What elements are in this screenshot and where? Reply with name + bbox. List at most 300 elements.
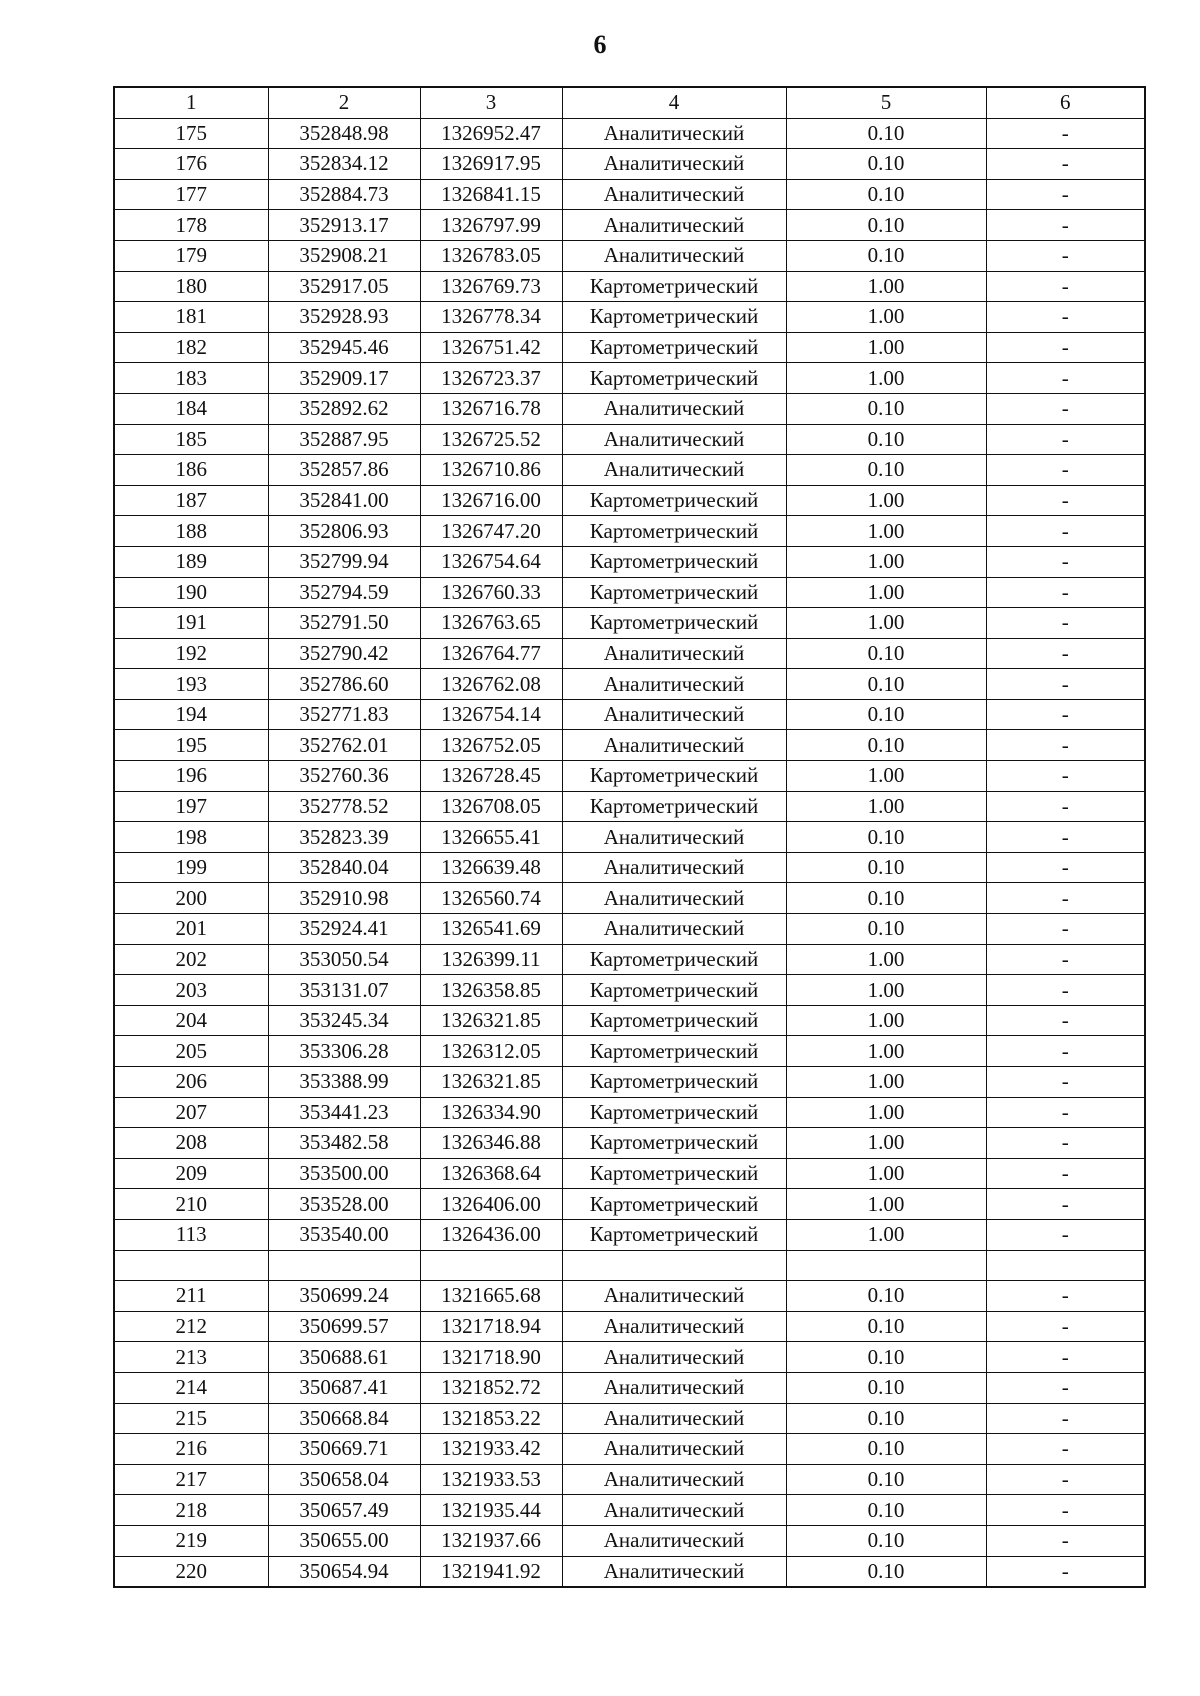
cell-x-coordinate: 352848.98 bbox=[268, 118, 420, 149]
cell-method: Картометрический bbox=[562, 1158, 786, 1189]
cell-x-coordinate: 353050.54 bbox=[268, 944, 420, 975]
cell-note: - bbox=[986, 516, 1145, 547]
cell-accuracy: 0.10 bbox=[786, 149, 986, 180]
table-row bbox=[114, 1128, 1145, 1159]
table-row bbox=[114, 852, 1145, 883]
cell-accuracy: 0.10 bbox=[786, 1434, 986, 1465]
table-row bbox=[114, 210, 1145, 241]
cell-x-coordinate: 352892.62 bbox=[268, 393, 420, 424]
table-row bbox=[114, 822, 1145, 853]
cell-y-coordinate: 1326723.37 bbox=[420, 363, 562, 394]
cell-method: Аналитический bbox=[562, 210, 786, 241]
cell-method: Аналитический bbox=[562, 1403, 786, 1434]
header-col-5: 5 bbox=[786, 87, 986, 118]
cell-note: - bbox=[986, 1525, 1145, 1556]
cell-y-coordinate: 1326346.88 bbox=[420, 1128, 562, 1159]
cell-note: - bbox=[986, 1189, 1145, 1220]
cell-accuracy: 1.00 bbox=[786, 546, 986, 577]
cell-y-coordinate: 1326783.05 bbox=[420, 240, 562, 271]
header-col-2: 2 bbox=[268, 87, 420, 118]
cell-point-number: 190 bbox=[114, 577, 268, 608]
cell-note: - bbox=[986, 210, 1145, 241]
cell-y-coordinate: 1326406.00 bbox=[420, 1189, 562, 1220]
table-body bbox=[114, 118, 1145, 1587]
cell-note: - bbox=[986, 302, 1145, 333]
cell-x-coordinate: 352887.95 bbox=[268, 424, 420, 455]
cell-x-coordinate: 350669.71 bbox=[268, 1434, 420, 1465]
table-row bbox=[114, 240, 1145, 271]
cell-method: Картометрический bbox=[562, 485, 786, 516]
cell-x-coordinate: 350699.57 bbox=[268, 1311, 420, 1342]
cell-method: Картометрический bbox=[562, 975, 786, 1006]
cell-y-coordinate: 1326708.05 bbox=[420, 791, 562, 822]
cell-method: Картометрический bbox=[562, 791, 786, 822]
table-row bbox=[114, 1525, 1145, 1556]
cell-point-number: 175 bbox=[114, 118, 268, 149]
cell-note: - bbox=[986, 1128, 1145, 1159]
cell-point-number: 202 bbox=[114, 944, 268, 975]
cell-point-number: 183 bbox=[114, 363, 268, 394]
cell-method: Картометрический bbox=[562, 944, 786, 975]
cell-x-coordinate: 350668.84 bbox=[268, 1403, 420, 1434]
cell-note: - bbox=[986, 455, 1145, 486]
header-col-6: 6 bbox=[986, 87, 1145, 118]
cell-note: - bbox=[986, 179, 1145, 210]
cell-note: - bbox=[986, 1097, 1145, 1128]
cell-y-coordinate: 1326560.74 bbox=[420, 883, 562, 914]
cell-accuracy: 0.10 bbox=[786, 393, 986, 424]
table-row bbox=[114, 669, 1145, 700]
cell-x-coordinate: 353388.99 bbox=[268, 1067, 420, 1098]
cell-point-number: 195 bbox=[114, 730, 268, 761]
cell-x-coordinate: 353441.23 bbox=[268, 1097, 420, 1128]
table-row bbox=[114, 455, 1145, 486]
cell-y-coordinate: 1326716.78 bbox=[420, 393, 562, 424]
cell-note: - bbox=[986, 363, 1145, 394]
cell-point-number: 177 bbox=[114, 179, 268, 210]
cell-y-coordinate: 1326754.64 bbox=[420, 546, 562, 577]
cell-y-coordinate: 1321852.72 bbox=[420, 1372, 562, 1403]
cell-x-coordinate: 353131.07 bbox=[268, 975, 420, 1006]
cell-x-coordinate: 352799.94 bbox=[268, 546, 420, 577]
cell-x-coordinate: 353540.00 bbox=[268, 1219, 420, 1250]
cell-y-coordinate: 1326321.85 bbox=[420, 1005, 562, 1036]
cell-y-coordinate: 1326321.85 bbox=[420, 1067, 562, 1098]
cell-method: Картометрический bbox=[562, 363, 786, 394]
cell-x-coordinate: 352771.83 bbox=[268, 699, 420, 730]
cell-method: Картометрический bbox=[562, 761, 786, 792]
table-row bbox=[114, 1434, 1145, 1465]
cell-y-coordinate: 1321941.92 bbox=[420, 1556, 562, 1587]
cell-x-coordinate: 352909.17 bbox=[268, 363, 420, 394]
cell-x-coordinate: 353482.58 bbox=[268, 1128, 420, 1159]
cell-accuracy: 0.10 bbox=[786, 914, 986, 945]
cell-accuracy: 1.00 bbox=[786, 975, 986, 1006]
cell-accuracy: 1.00 bbox=[786, 1067, 986, 1098]
cell-note: - bbox=[986, 1158, 1145, 1189]
cell-note: - bbox=[986, 393, 1145, 424]
cell-note: - bbox=[986, 149, 1145, 180]
table-row bbox=[114, 1189, 1145, 1220]
table-row bbox=[114, 118, 1145, 149]
table-header bbox=[114, 87, 1145, 118]
cell-y-coordinate: 1321665.68 bbox=[420, 1281, 562, 1312]
table-row bbox=[114, 975, 1145, 1006]
cell-method: Аналитический bbox=[562, 638, 786, 669]
cell-point-number: 217 bbox=[114, 1464, 268, 1495]
cell-method: Аналитический bbox=[562, 914, 786, 945]
cell-accuracy: 1.00 bbox=[786, 1219, 986, 1250]
cell-accuracy: 1.00 bbox=[786, 1005, 986, 1036]
cell-y-coordinate: 1321937.66 bbox=[420, 1525, 562, 1556]
cell-point-number: 220 bbox=[114, 1556, 268, 1587]
cell-method: Аналитический bbox=[562, 240, 786, 271]
cell-x-coordinate: 352840.04 bbox=[268, 852, 420, 883]
cell-y-coordinate: 1326760.33 bbox=[420, 577, 562, 608]
cell-point-number: 208 bbox=[114, 1128, 268, 1159]
cell-accuracy: 1.00 bbox=[786, 761, 986, 792]
cell-note: - bbox=[986, 699, 1145, 730]
table-row bbox=[114, 1372, 1145, 1403]
cell-x-coordinate: 352794.59 bbox=[268, 577, 420, 608]
cell-method: Картометрический bbox=[562, 1005, 786, 1036]
cell-note: - bbox=[986, 730, 1145, 761]
cell-note: - bbox=[986, 1403, 1145, 1434]
cell-point-number: 215 bbox=[114, 1403, 268, 1434]
cell-point-number: 219 bbox=[114, 1525, 268, 1556]
cell-point-number: 204 bbox=[114, 1005, 268, 1036]
cell-note: - bbox=[986, 271, 1145, 302]
cell-accuracy: 1.00 bbox=[786, 332, 986, 363]
cell-x-coordinate: 350687.41 bbox=[268, 1372, 420, 1403]
cell-point-number: 203 bbox=[114, 975, 268, 1006]
cell-method: Аналитический bbox=[562, 118, 786, 149]
cell-y-coordinate: 1326763.65 bbox=[420, 608, 562, 639]
cell-note: - bbox=[986, 638, 1145, 669]
cell-note: - bbox=[986, 546, 1145, 577]
cell-accuracy: 0.10 bbox=[786, 1281, 986, 1312]
cell-note: - bbox=[986, 1372, 1145, 1403]
table-row bbox=[114, 638, 1145, 669]
table-row bbox=[114, 577, 1145, 608]
cell-y-coordinate: 1326541.69 bbox=[420, 914, 562, 945]
cell-x-coordinate: 352806.93 bbox=[268, 516, 420, 547]
cell-method: Аналитический bbox=[562, 1525, 786, 1556]
cell-accuracy: 0.10 bbox=[786, 883, 986, 914]
table-row bbox=[114, 1556, 1145, 1587]
cell-x-coordinate: 350688.61 bbox=[268, 1342, 420, 1373]
header-col-1: 1 bbox=[114, 87, 268, 118]
cell-accuracy: 0.10 bbox=[786, 424, 986, 455]
cell-method: Картометрический bbox=[562, 1189, 786, 1220]
cell-y-coordinate: 1326368.64 bbox=[420, 1158, 562, 1189]
cell-note: - bbox=[986, 1464, 1145, 1495]
cell-method: Аналитический bbox=[562, 393, 786, 424]
cell-accuracy: 0.10 bbox=[786, 1556, 986, 1587]
table-row bbox=[114, 149, 1145, 180]
table-row bbox=[114, 363, 1145, 394]
cell-accuracy: 0.10 bbox=[786, 1525, 986, 1556]
cell-point-number: 176 bbox=[114, 149, 268, 180]
cell-y-coordinate: 1326797.99 bbox=[420, 210, 562, 241]
cell-point-number: 197 bbox=[114, 791, 268, 822]
cell-method: Картометрический bbox=[562, 332, 786, 363]
cell-y-coordinate: 1326312.05 bbox=[420, 1036, 562, 1067]
table-row bbox=[114, 302, 1145, 333]
table-row bbox=[114, 179, 1145, 210]
cell-x-coordinate: 352791.50 bbox=[268, 608, 420, 639]
cell-y-coordinate: 1321935.44 bbox=[420, 1495, 562, 1526]
cell-y-coordinate: 1326778.34 bbox=[420, 302, 562, 333]
cell-point-number: 188 bbox=[114, 516, 268, 547]
cell-note: - bbox=[986, 914, 1145, 945]
cell-method: Картометрический bbox=[562, 546, 786, 577]
table-row bbox=[114, 1495, 1145, 1526]
cell-x-coordinate: 352913.17 bbox=[268, 210, 420, 241]
cell-accuracy: 0.10 bbox=[786, 1495, 986, 1526]
cell-method: Аналитический bbox=[562, 852, 786, 883]
cell-point-number: 218 bbox=[114, 1495, 268, 1526]
cell-point-number: 182 bbox=[114, 332, 268, 363]
cell-accuracy: 0.10 bbox=[786, 240, 986, 271]
cell-method: Аналитический bbox=[562, 1281, 786, 1312]
cell-method bbox=[562, 1250, 786, 1281]
cell-point-number: 185 bbox=[114, 424, 268, 455]
cell-accuracy: 0.10 bbox=[786, 179, 986, 210]
cell-method: Аналитический bbox=[562, 1464, 786, 1495]
table-row bbox=[114, 1281, 1145, 1312]
cell-note: - bbox=[986, 332, 1145, 363]
cell-x-coordinate: 353500.00 bbox=[268, 1158, 420, 1189]
cell-point-number: 212 bbox=[114, 1311, 268, 1342]
cell-point-number: 201 bbox=[114, 914, 268, 945]
cell-point-number: 192 bbox=[114, 638, 268, 669]
cell-note: - bbox=[986, 975, 1145, 1006]
cell-accuracy: 0.10 bbox=[786, 638, 986, 669]
cell-method: Аналитический bbox=[562, 730, 786, 761]
cell-point-number: 206 bbox=[114, 1067, 268, 1098]
cell-y-coordinate: 1321933.53 bbox=[420, 1464, 562, 1495]
cell-y-coordinate: 1326952.47 bbox=[420, 118, 562, 149]
cell-point-number: 209 bbox=[114, 1158, 268, 1189]
cell-method: Картометрический bbox=[562, 1097, 786, 1128]
cell-accuracy: 1.00 bbox=[786, 485, 986, 516]
cell-point-number: 181 bbox=[114, 302, 268, 333]
cell-x-coordinate: 352945.46 bbox=[268, 332, 420, 363]
cell-method: Картометрический bbox=[562, 1219, 786, 1250]
cell-point-number: 191 bbox=[114, 608, 268, 639]
table-row bbox=[114, 761, 1145, 792]
cell-y-coordinate: 1326334.90 bbox=[420, 1097, 562, 1128]
table-row bbox=[114, 1097, 1145, 1128]
cell-y-coordinate: 1326754.14 bbox=[420, 699, 562, 730]
cell-note: - bbox=[986, 118, 1145, 149]
cell-x-coordinate: 350657.49 bbox=[268, 1495, 420, 1526]
cell-x-coordinate: 352762.01 bbox=[268, 730, 420, 761]
cell-point-number: 216 bbox=[114, 1434, 268, 1465]
header-col-3: 3 bbox=[420, 87, 562, 118]
cell-method: Картометрический bbox=[562, 271, 786, 302]
cell-accuracy: 1.00 bbox=[786, 271, 986, 302]
cell-x-coordinate: 352884.73 bbox=[268, 179, 420, 210]
cell-y-coordinate: 1326728.45 bbox=[420, 761, 562, 792]
cell-accuracy: 1.00 bbox=[786, 302, 986, 333]
cell-note: - bbox=[986, 1281, 1145, 1312]
cell-method: Аналитический bbox=[562, 1495, 786, 1526]
table-row bbox=[114, 1005, 1145, 1036]
table-row bbox=[114, 608, 1145, 639]
cell-y-coordinate: 1321933.42 bbox=[420, 1434, 562, 1465]
table-row bbox=[114, 1311, 1145, 1342]
cell-accuracy: 1.00 bbox=[786, 1128, 986, 1159]
cell-point-number: 178 bbox=[114, 210, 268, 241]
table-row bbox=[114, 791, 1145, 822]
table-row bbox=[114, 546, 1145, 577]
cell-accuracy: 0.10 bbox=[786, 1342, 986, 1373]
cell-x-coordinate: 352790.42 bbox=[268, 638, 420, 669]
cell-x-coordinate bbox=[268, 1250, 420, 1281]
cell-accuracy: 1.00 bbox=[786, 791, 986, 822]
cell-point-number: 210 bbox=[114, 1189, 268, 1220]
cell-accuracy: 0.10 bbox=[786, 455, 986, 486]
cell-accuracy: 0.10 bbox=[786, 210, 986, 241]
cell-x-coordinate: 353306.28 bbox=[268, 1036, 420, 1067]
cell-accuracy: 1.00 bbox=[786, 1158, 986, 1189]
cell-accuracy: 1.00 bbox=[786, 944, 986, 975]
cell-note bbox=[986, 1250, 1145, 1281]
cell-accuracy: 1.00 bbox=[786, 516, 986, 547]
cell-accuracy: 0.10 bbox=[786, 669, 986, 700]
cell-accuracy: 1.00 bbox=[786, 577, 986, 608]
cell-accuracy: 1.00 bbox=[786, 1189, 986, 1220]
cell-method: Аналитический bbox=[562, 455, 786, 486]
cell-note: - bbox=[986, 1495, 1145, 1526]
cell-accuracy: 0.10 bbox=[786, 1311, 986, 1342]
cell-method: Аналитический bbox=[562, 179, 786, 210]
cell-x-coordinate: 352823.39 bbox=[268, 822, 420, 853]
cell-point-number: 113 bbox=[114, 1219, 268, 1250]
table-row bbox=[114, 332, 1145, 363]
cell-accuracy: 0.10 bbox=[786, 822, 986, 853]
table-row bbox=[114, 1250, 1145, 1281]
cell-x-coordinate: 350655.00 bbox=[268, 1525, 420, 1556]
cell-y-coordinate bbox=[420, 1250, 562, 1281]
cell-x-coordinate: 352786.60 bbox=[268, 669, 420, 700]
cell-y-coordinate: 1326769.73 bbox=[420, 271, 562, 302]
table-row bbox=[114, 699, 1145, 730]
cell-method: Аналитический bbox=[562, 1434, 786, 1465]
table-row bbox=[114, 730, 1145, 761]
cell-y-coordinate: 1326917.95 bbox=[420, 149, 562, 180]
cell-note: - bbox=[986, 1067, 1145, 1098]
table-row bbox=[114, 1219, 1145, 1250]
cell-note: - bbox=[986, 1311, 1145, 1342]
cell-note: - bbox=[986, 424, 1145, 455]
cell-y-coordinate: 1326764.77 bbox=[420, 638, 562, 669]
cell-x-coordinate: 350658.04 bbox=[268, 1464, 420, 1495]
cell-y-coordinate: 1326752.05 bbox=[420, 730, 562, 761]
table-row bbox=[114, 944, 1145, 975]
cell-y-coordinate: 1326358.85 bbox=[420, 975, 562, 1006]
cell-method: Картометрический bbox=[562, 1036, 786, 1067]
header-row bbox=[114, 87, 1145, 118]
cell-y-coordinate: 1326655.41 bbox=[420, 822, 562, 853]
cell-point-number: 194 bbox=[114, 699, 268, 730]
cell-y-coordinate: 1326725.52 bbox=[420, 424, 562, 455]
cell-note: - bbox=[986, 240, 1145, 271]
cell-accuracy: 0.10 bbox=[786, 1372, 986, 1403]
cell-y-coordinate: 1321718.94 bbox=[420, 1311, 562, 1342]
cell-accuracy: 0.10 bbox=[786, 699, 986, 730]
cell-note: - bbox=[986, 608, 1145, 639]
cell-note: - bbox=[986, 1342, 1145, 1373]
cell-y-coordinate: 1326762.08 bbox=[420, 669, 562, 700]
cell-y-coordinate: 1321853.22 bbox=[420, 1403, 562, 1434]
cell-x-coordinate: 353245.34 bbox=[268, 1005, 420, 1036]
table-row bbox=[114, 485, 1145, 516]
cell-accuracy: 0.10 bbox=[786, 852, 986, 883]
cell-point-number: 211 bbox=[114, 1281, 268, 1312]
cell-method: Аналитический bbox=[562, 424, 786, 455]
coordinates-table bbox=[113, 86, 1146, 1588]
cell-x-coordinate: 352841.00 bbox=[268, 485, 420, 516]
cell-y-coordinate: 1326399.11 bbox=[420, 944, 562, 975]
cell-point-number: 205 bbox=[114, 1036, 268, 1067]
cell-y-coordinate: 1326747.20 bbox=[420, 516, 562, 547]
cell-note: - bbox=[986, 1556, 1145, 1587]
table-row bbox=[114, 883, 1145, 914]
cell-point-number: 207 bbox=[114, 1097, 268, 1128]
cell-point-number: 198 bbox=[114, 822, 268, 853]
cell-method: Аналитический bbox=[562, 1372, 786, 1403]
cell-note: - bbox=[986, 883, 1145, 914]
table-row bbox=[114, 1067, 1145, 1098]
cell-accuracy: 0.10 bbox=[786, 1464, 986, 1495]
cell-note: - bbox=[986, 761, 1145, 792]
cell-point-number: 187 bbox=[114, 485, 268, 516]
cell-x-coordinate: 350699.24 bbox=[268, 1281, 420, 1312]
cell-point-number: 200 bbox=[114, 883, 268, 914]
cell-accuracy bbox=[786, 1250, 986, 1281]
cell-accuracy: 1.00 bbox=[786, 608, 986, 639]
cell-accuracy: 0.10 bbox=[786, 1403, 986, 1434]
cell-method: Аналитический bbox=[562, 883, 786, 914]
table-row bbox=[114, 516, 1145, 547]
cell-point-number: 213 bbox=[114, 1342, 268, 1373]
table-row bbox=[114, 1036, 1145, 1067]
cell-method: Аналитический bbox=[562, 149, 786, 180]
cell-point-number: 196 bbox=[114, 761, 268, 792]
table-row bbox=[114, 1464, 1145, 1495]
cell-note: - bbox=[986, 1005, 1145, 1036]
cell-note: - bbox=[986, 1219, 1145, 1250]
cell-method: Аналитический bbox=[562, 1342, 786, 1373]
cell-method: Картометрический bbox=[562, 608, 786, 639]
table-row bbox=[114, 1342, 1145, 1373]
cell-x-coordinate: 352834.12 bbox=[268, 149, 420, 180]
cell-point-number: 179 bbox=[114, 240, 268, 271]
cell-y-coordinate: 1326436.00 bbox=[420, 1219, 562, 1250]
cell-method: Картометрический bbox=[562, 1067, 786, 1098]
cell-accuracy: 1.00 bbox=[786, 363, 986, 394]
cell-y-coordinate: 1326841.15 bbox=[420, 179, 562, 210]
cell-x-coordinate: 352910.98 bbox=[268, 883, 420, 914]
page-number: 6 bbox=[593, 30, 607, 59]
cell-point-number bbox=[114, 1250, 268, 1281]
cell-x-coordinate: 350654.94 bbox=[268, 1556, 420, 1587]
cell-x-coordinate: 352928.93 bbox=[268, 302, 420, 333]
cell-point-number: 186 bbox=[114, 455, 268, 486]
